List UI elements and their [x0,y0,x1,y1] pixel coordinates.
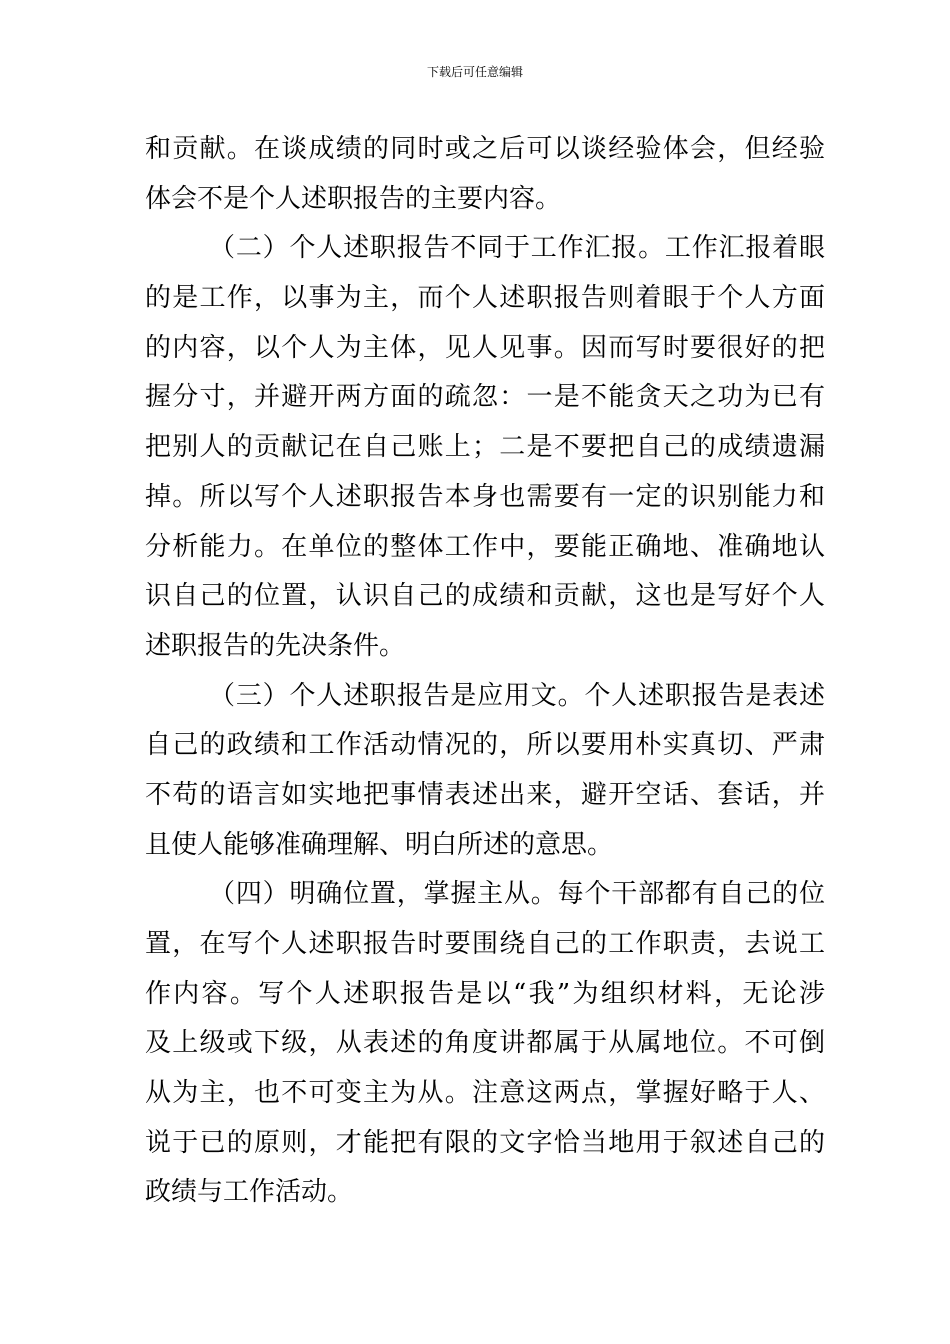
text-line: （三）个人述职报告是应用文。个人述职报告是表述 [209,680,825,711]
text-line: 从为主，也不可变主为从。注意这两点，掌握好略于人、 [145,1078,825,1109]
text-line: 自己的政绩和工作活动情况的，所以要用朴实真切、严肃 [145,730,825,761]
text-line: 作内容。写个人述职报告是以“我”为组织材料，无论涉 [145,978,825,1009]
document-body [145,125,825,1218]
text-line: 和贡献。在谈成绩的同时或之后可以谈经验体会，但经验 [145,134,825,164]
text-line: 体会不是个人述职报告的主要内容。 [145,183,562,214]
text-line: 置，在写个人述职报告时要围绕自己的工作职责，去说工 [145,929,825,959]
text-line: 不苟的语言如实地把事情表述出来，避开空话、套话，并 [145,779,825,810]
text-line: 识自己的位置，认识自己的成绩和贡献，这也是写好个人 [145,581,825,612]
text-line: 及上级或下级，从表述的角度讲都属于从属地位。不可倒 [145,1028,825,1059]
text-line: 述职报告的先决条件。 [145,630,406,661]
text-line: 握分寸，并避开两方面的疏忽：一是不能贪天之功为已有 [145,382,825,413]
text-line: 分析能力。在单位的整体工作中，要能正确地、准确地认 [145,531,825,562]
text-line: 说于已的原则，才能把有限的文字恰当地用于叙述自己的 [145,1127,825,1158]
text-line: 掉。所以写个人述职报告本身也需要有一定的识别能力和 [145,481,825,512]
text-line: 把别人的贡献记在自己账上；二是不要把自己的成绩遗漏 [145,432,825,463]
text-line: 的内容，以个人为主体，见人见事。因而写时要很好的把 [145,332,825,363]
text-line: （四）明确位置，掌握主从。每个干部都有自己的位 [209,879,825,910]
text-line: （二）个人述职报告不同于工作汇报。工作汇报着眼 [209,233,825,264]
text-line: 的是工作，以事为主，而个人述职报告则着眼于个人方面 [145,283,825,314]
text-line: 政绩与工作活动。 [145,1177,354,1208]
page-header-note: 下载后可任意编辑 [426,65,523,79]
text-line: 且使人能够准确理解、明白所述的意思。 [145,829,614,860]
